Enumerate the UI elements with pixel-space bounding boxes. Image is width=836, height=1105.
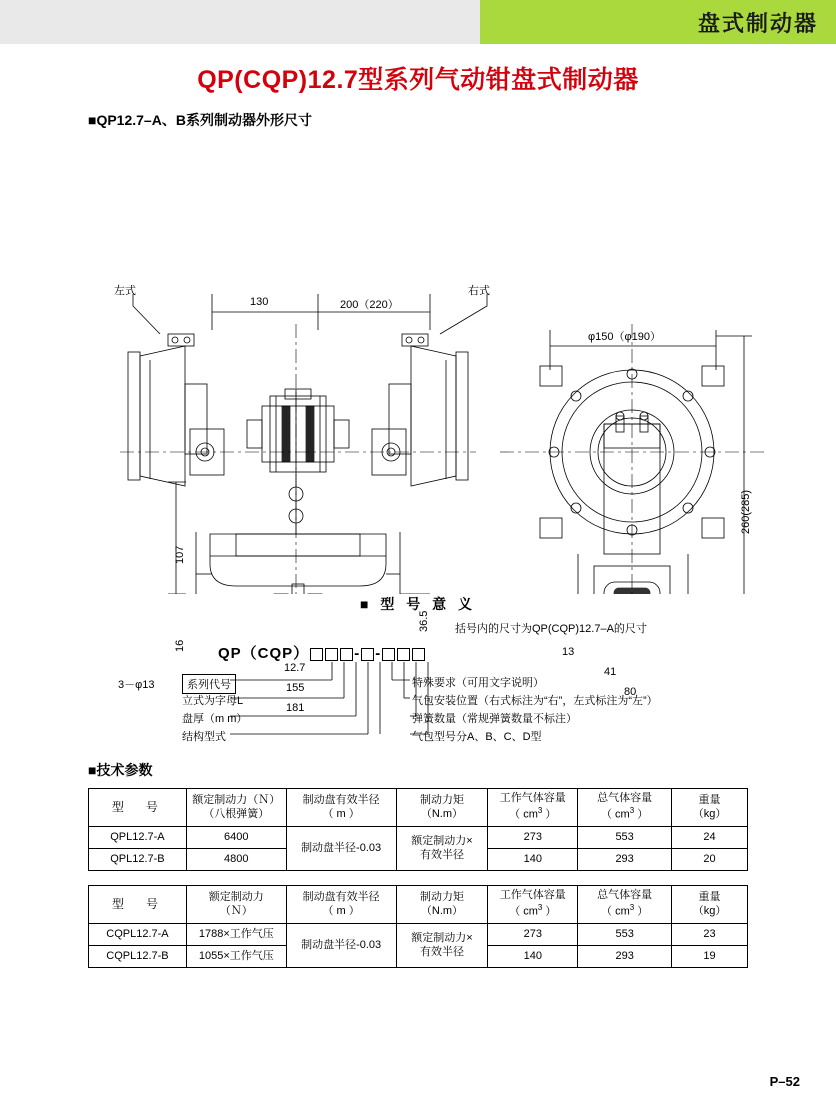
label-right-type: 右式: [468, 285, 490, 297]
cell-radius: 制动盘半径-0.03: [286, 924, 396, 968]
col-torque: 制动力矩 （N.m）: [396, 886, 488, 924]
spec-table-cqpl: [88, 885, 748, 968]
header-title: 盘式制动器: [697, 10, 818, 36]
model-meaning-note: 括号内的尺寸为QP(CQP)12.7–A的尺寸: [455, 623, 647, 635]
table-row: [89, 827, 748, 849]
cell-total-volume: 553: [578, 827, 672, 849]
label-left-type: 左式: [114, 285, 136, 297]
col-model: 型 号: [89, 886, 187, 924]
model-right-item-3: 气包型号分A、B、C、D型: [412, 731, 542, 743]
cell-torque: 额定制动力× 有效半径: [396, 924, 488, 968]
cell-weight: 19: [672, 946, 748, 968]
table-row: [89, 924, 748, 946]
cell-weight: 23: [672, 924, 748, 946]
cell-total-volume: 293: [578, 849, 672, 871]
col-work-volume: 工作气体容量 （ $cm^3$ ）: [488, 789, 578, 827]
dim-41: 41: [604, 666, 617, 678]
model-meaning-section: [0, 594, 836, 754]
dim-200: 200（220）: [340, 299, 399, 311]
table-header: [89, 886, 748, 924]
cell-force: 1788×工作气压: [186, 924, 286, 946]
dim-80: 80: [624, 686, 637, 698]
spec-table-qpl: [88, 788, 748, 871]
chevron-left-icon: [470, 0, 560, 44]
cell-model: CQPL12.7-B: [89, 946, 187, 968]
col-weight: 重量 （kg）: [672, 789, 748, 827]
col-model: 型 号: [89, 789, 187, 827]
cell-work-volume: 273: [488, 827, 578, 849]
cell-work-volume: 140: [488, 946, 578, 968]
model-meaning-title: ■ 型 号 意 义: [359, 596, 476, 612]
dim-36-5: 36.5: [418, 610, 430, 632]
col-effective-radius: 制动盘有效半径 （ m ）: [286, 886, 396, 924]
col-rated-force: 额定制动力 （Ｎ）: [186, 886, 286, 924]
col-effective-radius: 制动盘有效半径 （ m ）: [286, 789, 396, 827]
model-right-item-2: 弹簧数量（常规弹簧数量不标注）: [412, 713, 577, 725]
cell-radius: 制动盘半径-0.03: [286, 827, 396, 871]
dim-107: 107: [174, 545, 186, 564]
dim-181: 181: [286, 702, 305, 714]
dim-13: 13: [562, 646, 575, 658]
dim-phi150: φ150（φ190）: [588, 331, 661, 343]
cell-work-volume: 273: [488, 924, 578, 946]
cell-weight: 24: [672, 827, 748, 849]
drawing-svg: [0, 134, 836, 594]
col-rated-force: 额定制动力（Ｎ） （八根弹簧）: [186, 789, 286, 827]
cell-work-volume: 140: [488, 849, 578, 871]
col-weight: 重量 （kg）: [672, 886, 748, 924]
dim-16: 16: [174, 639, 186, 652]
cell-force: 4800: [186, 849, 286, 871]
table-header-row: [89, 886, 748, 924]
model-right-item-1: 气包安装位置（右式标注为“右”，左式标注为“左”）: [412, 695, 658, 707]
page-number: P–52: [769, 1074, 800, 1089]
col-total-volume: 总气体容量 （ $cm^3$ ）: [578, 789, 672, 827]
model-left-item-0: 系列代号: [182, 674, 236, 694]
cell-total-volume: 293: [578, 946, 672, 968]
dim-155: 155: [286, 682, 305, 694]
dim-3-phi13: 3－φ13: [118, 679, 155, 691]
table-header: [89, 789, 748, 827]
header-left-band: [0, 0, 480, 44]
model-right-item-0: 特殊要求（可用文字说明）: [412, 677, 544, 689]
tech-params-label: ■技术参数: [88, 762, 153, 778]
page-header: [0, 0, 836, 44]
cell-model: QPL12.7-A: [89, 827, 187, 849]
model-code: QP（CQP） - -: [218, 642, 426, 663]
dim-12-7: 12.7: [284, 662, 306, 674]
col-total-volume: 总气体容量 （ $cm^3$ ）: [578, 886, 672, 924]
col-torque: 制动力矩 （N.m）: [396, 789, 488, 827]
cell-force: 1055×工作气压: [186, 946, 286, 968]
model-left-item-2: 盘厚（m m）: [182, 713, 248, 725]
dim-260: 260(285): [740, 489, 752, 534]
col-work-volume: 工作气体容量 （ $cm^3$ ）: [488, 886, 578, 924]
model-left-item-1: 立式为字母L: [182, 695, 244, 707]
dimensions-section-label: ■QP12.7–A、B系列制动器外形尺寸: [88, 112, 312, 128]
cell-model: CQPL12.7-A: [89, 924, 187, 946]
cell-model: QPL12.7-B: [89, 849, 187, 871]
cell-torque: 额定制动力× 有效半径: [396, 827, 488, 871]
cell-force: 6400: [186, 827, 286, 849]
dim-130: 130: [250, 296, 269, 308]
table-header-row: [89, 789, 748, 827]
cell-total-volume: 553: [578, 924, 672, 946]
model-code-prefix: QP（CQP）: [218, 645, 310, 662]
cell-weight: 20: [672, 849, 748, 871]
page-title: QP(CQP)12.7型系列气动钳盘式制动器: [197, 66, 639, 94]
model-left-item-3: 结构型式: [182, 731, 226, 743]
